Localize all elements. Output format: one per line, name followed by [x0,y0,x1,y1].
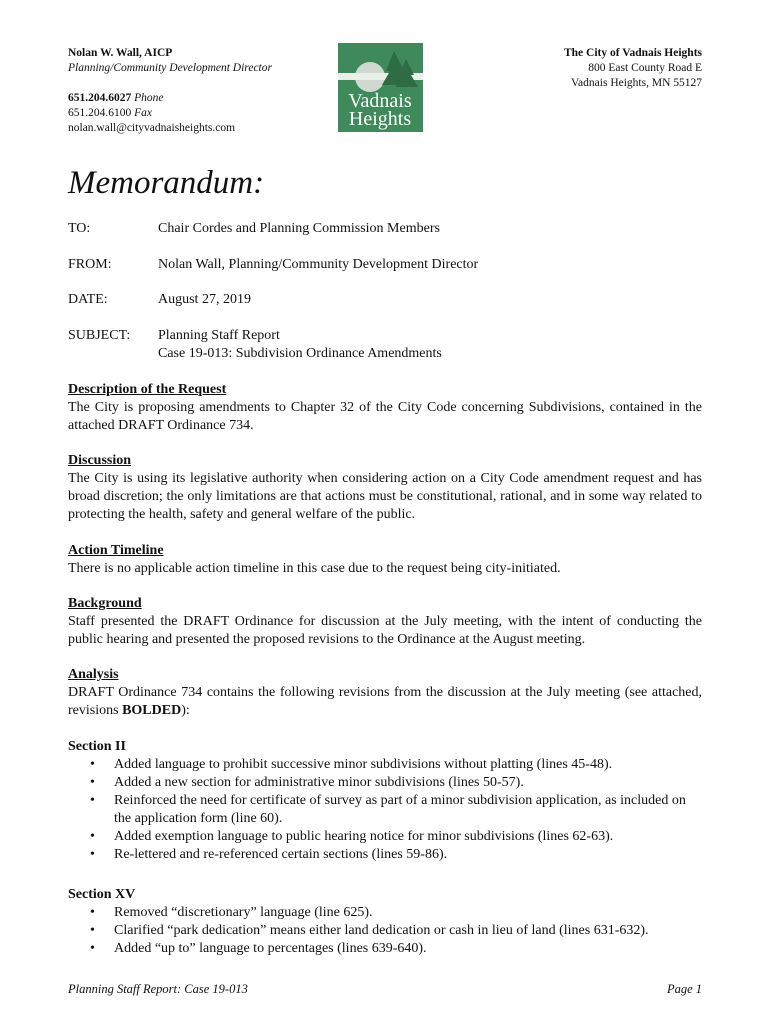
sender-title: Planning/Community Development Director [68,62,272,74]
list-item-text: Re-lettered and re-referenced certain sections (lines 59-86). [114,847,448,862]
city-block [564,46,702,91]
sender-block [68,46,272,136]
analysis-text-after: ): [181,703,190,718]
section-analysis [68,666,702,720]
footer-left: Planning Staff Report: Case 19-013 [68,982,248,996]
section-analysis-heading: Analysis [68,667,119,682]
section-background-text: Staff presented the DRAFT Ordinance for discussion at the July meeting, with the intent of conducting the public hearing and presented the proposed revisions to the Ordinance at the August meeting. [68,614,702,647]
section-xv [68,886,702,958]
memo-to-label: TO: [68,221,91,236]
list-item-text: Reinforced the need for certificate of survey as part of a minor subdivision application, as included on the application form (line 60). [114,793,686,826]
section-discussion [68,452,702,524]
list-item [68,792,702,828]
sender-name: Nolan W. Wall, AICP [68,47,173,59]
bullet-icon: • [90,775,95,790]
list-item-text: Removed “discretionary” language (line 625). [114,905,373,920]
page-footer [68,982,702,997]
memo-from-value: Nolan Wall, Planning/Community Development Director [158,257,479,272]
section-timeline-text: There is no applicable action timeline in this case due to the request being city-initiated. [68,561,561,576]
memo-date-label: DATE: [68,292,108,307]
section-description-text: The City is proposing amendments to Chapter 32 of the City Code concerning Subdivisions, contained in the attached DRAFT Ordinance 734. [68,400,702,433]
sender-fax-line [68,106,272,121]
section-discussion-text: The City is using its legislative authority when considering action on a City Code amendment request and has broad discretion; the only limitations are that actions must be constitutional, rational, and in some way related to protecting the health, safety and general welfare of the public. [68,471,702,522]
section-background [68,595,702,649]
sender-fax-label: Fax [134,107,153,119]
memo-to-value: Chair Cordes and Planning Commission Members [158,221,440,236]
list-item-text: Added language to prohibit successive minor subdivisions without platting (lines 45-48). [114,757,613,772]
list-item-text: Added a new section for administrative minor subdivisions (lines 50-57). [114,775,524,790]
city-logo-graphic [338,43,423,132]
sender-phone-line [68,91,272,106]
logo-line2: Heights [348,108,412,130]
list-item [68,904,702,922]
sender-fax: 651.204.6100 [68,107,132,119]
footer-page-number: Page 1 [666,982,702,996]
section-ii [68,738,702,864]
city-address1: 800 East County Road E [588,62,702,74]
section-timeline-heading: Action Timeline [68,543,164,558]
memo-date-value: August 27, 2019 [158,292,251,307]
sender-email: nolan.wall@cityvadnaisheights.com [68,122,236,134]
memo-title: Memorandum: [68,165,265,201]
list-item [68,774,702,792]
section-analysis-text [68,684,702,720]
memo-subject-label: SUBJECT: [68,328,131,343]
analysis-text-before: DRAFT Ordinance 734 contains the following revisions from the discussion at the July meeting (see attached, revisions [68,685,702,718]
bullet-icon: • [90,923,95,938]
bullet-icon: • [90,829,95,844]
memo-from-label: FROM: [68,257,112,272]
bullet-icon: • [90,941,95,956]
bullet-icon: • [90,905,95,920]
list-item [68,756,702,774]
section-ii-heading: Section II [68,739,126,754]
list-item-text: Added exemption language to public hearing notice for minor subdivisions (lines 62-63). [114,829,614,844]
list-item-text: Added “up to” language to percentages (lines 639-640). [114,941,427,956]
section-background-heading: Background [68,596,142,611]
sender-phone: 651.204.6027 [68,92,132,104]
bullet-icon: • [90,793,95,808]
section-discussion-heading: Discussion [68,453,132,468]
section-timeline [68,542,702,578]
section-description [68,381,702,435]
list-item [68,922,702,940]
city-name: The City of Vadnais Heights [563,47,702,59]
bullet-icon: • [90,847,95,862]
list-item [68,940,702,958]
section-xv-list [68,904,702,958]
section-ii-list [68,756,702,864]
section-description-heading: Description of the Request [68,382,227,397]
bullet-icon: • [90,757,95,772]
analysis-text-bold: BOLDED [122,703,182,718]
sender-phone-label: Phone [134,92,164,104]
list-item-text: Clarified “park dedication” means either land dedication or cash in lieu of land (lines 631-632). [114,923,649,938]
city-logo [338,43,423,132]
list-item [68,828,702,846]
section-xv-heading: Section XV [68,887,136,902]
memo-subject-line1: Planning Staff Report [158,328,280,343]
memo-subject-line2: Case 19-013: Subdivision Ordinance Amendments [158,346,442,361]
list-item [68,846,702,864]
logo-line1: Vadnais [348,90,412,112]
city-address2: Vadnais Heights, MN 55127 [571,77,702,89]
